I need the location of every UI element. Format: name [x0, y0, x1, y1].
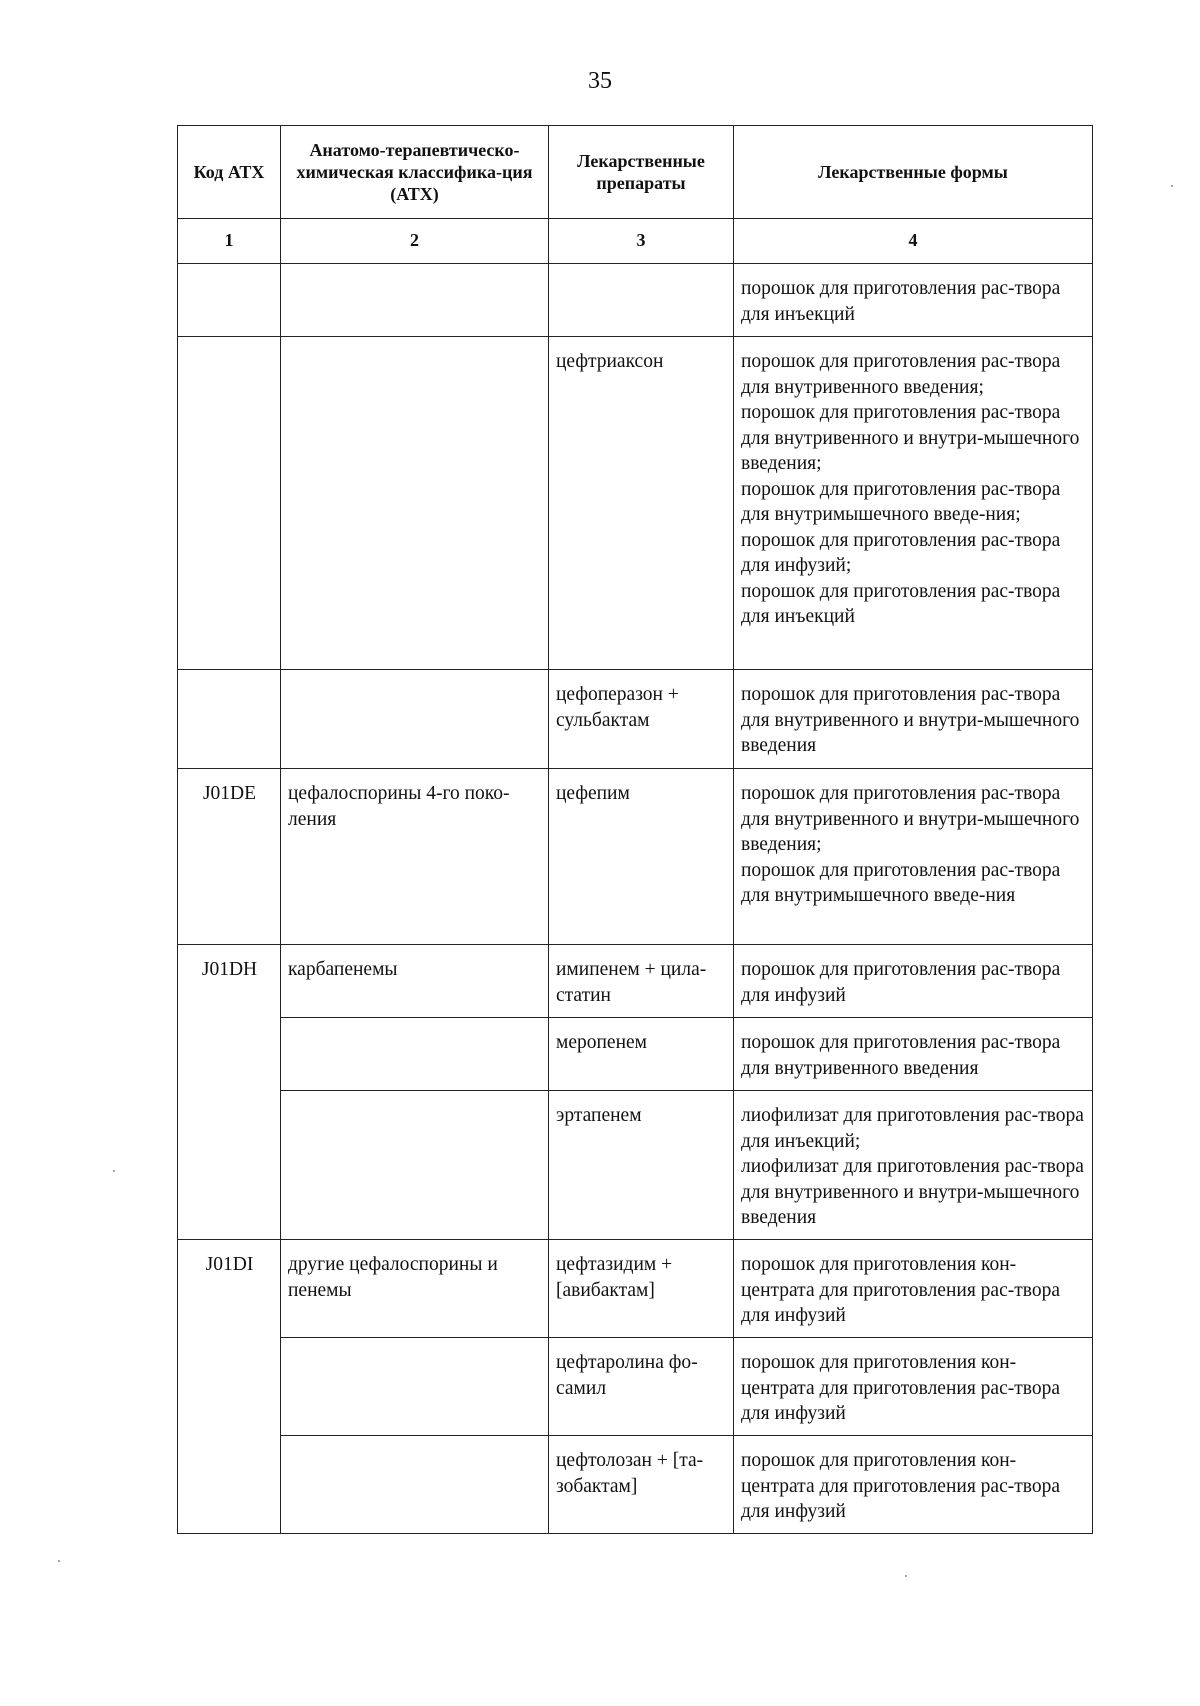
drug-cell: цефтаролина фо-самил — [549, 1338, 734, 1436]
drug-cell: имипенем + цила-статин — [549, 945, 734, 1018]
dosage-forms-cell: порошок для приготовления рас-твора для инфузий — [734, 945, 1093, 1018]
header-atx-code: Код АТХ — [178, 126, 281, 219]
atx-code-cell: J01DH — [178, 945, 281, 1240]
table-row — [178, 337, 1093, 670]
classification-cell: карбапенемы — [281, 945, 549, 1018]
scan-speck — [58, 1560, 60, 1562]
classification-cell — [281, 1338, 549, 1436]
drug-cell: цефтолозан + [та-зобактам] — [549, 1436, 734, 1534]
classification-cell — [281, 1091, 549, 1240]
drug-cell: меропенем — [549, 1018, 734, 1091]
dosage-forms-cell: порошок для приготовления рас-твора для внутривенного введения — [734, 1018, 1093, 1091]
header-atx-classification: Анатомо-терапевтическо-химическая классифика-ция (АТХ) — [281, 126, 549, 219]
classification-cell — [281, 670, 549, 769]
column-number: 4 — [734, 219, 1093, 264]
drug-cell: эртапенем — [549, 1091, 734, 1240]
dosage-forms-cell: порошок для приготовления рас-твора для внутривенного введения; порошок для приготовления рас-твора для внутривенного и внутри-мышечного введения; порошок для приготовления рас-твора для внутримышечного введе-ния; порошок для приготовления рас-твора для инфузий; порошок для приготовления рас-твора для инъекций — [734, 337, 1093, 670]
classification-cell — [281, 264, 549, 337]
dosage-forms-cell: порошок для приготовления кон-центрата для приготовления рас-твора для инфузий — [734, 1436, 1093, 1534]
scan-speck — [1171, 185, 1173, 187]
classification-cell — [281, 1436, 549, 1534]
table-row — [178, 670, 1093, 769]
atx-code-cell — [178, 337, 281, 670]
classification-cell: цефалоспорины 4-го поко-ления — [281, 769, 549, 945]
table-header-row — [178, 126, 1093, 219]
dosage-forms-cell: порошок для приготовления рас-твора для инъекций — [734, 264, 1093, 337]
drug-cell: цефтазидим + [авибактам] — [549, 1240, 734, 1338]
drug-cell — [549, 264, 734, 337]
table-row — [178, 945, 1093, 1018]
table-row — [178, 1436, 1093, 1534]
page-number: 35 — [588, 68, 612, 94]
atx-code-cell: J01DI — [178, 1240, 281, 1534]
table-row — [178, 1240, 1093, 1338]
dosage-forms-cell: порошок для приготовления рас-твора для внутривенного и внутри-мышечного введения; порошок для приготовления рас-твора для внутримышечного введе-ния — [734, 769, 1093, 945]
column-number: 3 — [549, 219, 734, 264]
classification-cell — [281, 337, 549, 670]
column-number-row — [178, 219, 1093, 264]
header-drugs: Лекарственные препараты — [549, 126, 734, 219]
atx-drug-table — [177, 125, 1093, 1534]
header-dosage-forms: Лекарственные формы — [734, 126, 1093, 219]
drug-cell: цефтриаксон — [549, 337, 734, 670]
dosage-forms-cell: лиофилизат для приготовления рас-твора для инъекций; лиофилизат для приготовления рас-твора для внутривенного и внутри-мышечного введения — [734, 1091, 1093, 1240]
table-row — [178, 1018, 1093, 1091]
drug-cell: цефепим — [549, 769, 734, 945]
column-number: 2 — [281, 219, 549, 264]
column-number: 1 — [178, 219, 281, 264]
drug-cell: цефоперазон + сульбактам — [549, 670, 734, 769]
atx-code-cell: J01DE — [178, 769, 281, 945]
scan-speck — [905, 1575, 907, 1577]
table-row — [178, 769, 1093, 945]
atx-code-cell — [178, 264, 281, 337]
scan-speck — [113, 1170, 115, 1172]
dosage-forms-cell: порошок для приготовления кон-центрата для приготовления рас-твора для инфузий — [734, 1240, 1093, 1338]
classification-cell — [281, 1018, 549, 1091]
atx-code-cell — [178, 670, 281, 769]
classification-cell: другие цефалоспорины и пенемы — [281, 1240, 549, 1338]
table-row — [178, 264, 1093, 337]
table-row — [178, 1338, 1093, 1436]
dosage-forms-cell: порошок для приготовления рас-твора для внутривенного и внутри-мышечного введения — [734, 670, 1093, 769]
table-row — [178, 1091, 1093, 1240]
dosage-forms-cell: порошок для приготовления кон-центрата для приготовления рас-твора для инфузий — [734, 1338, 1093, 1436]
